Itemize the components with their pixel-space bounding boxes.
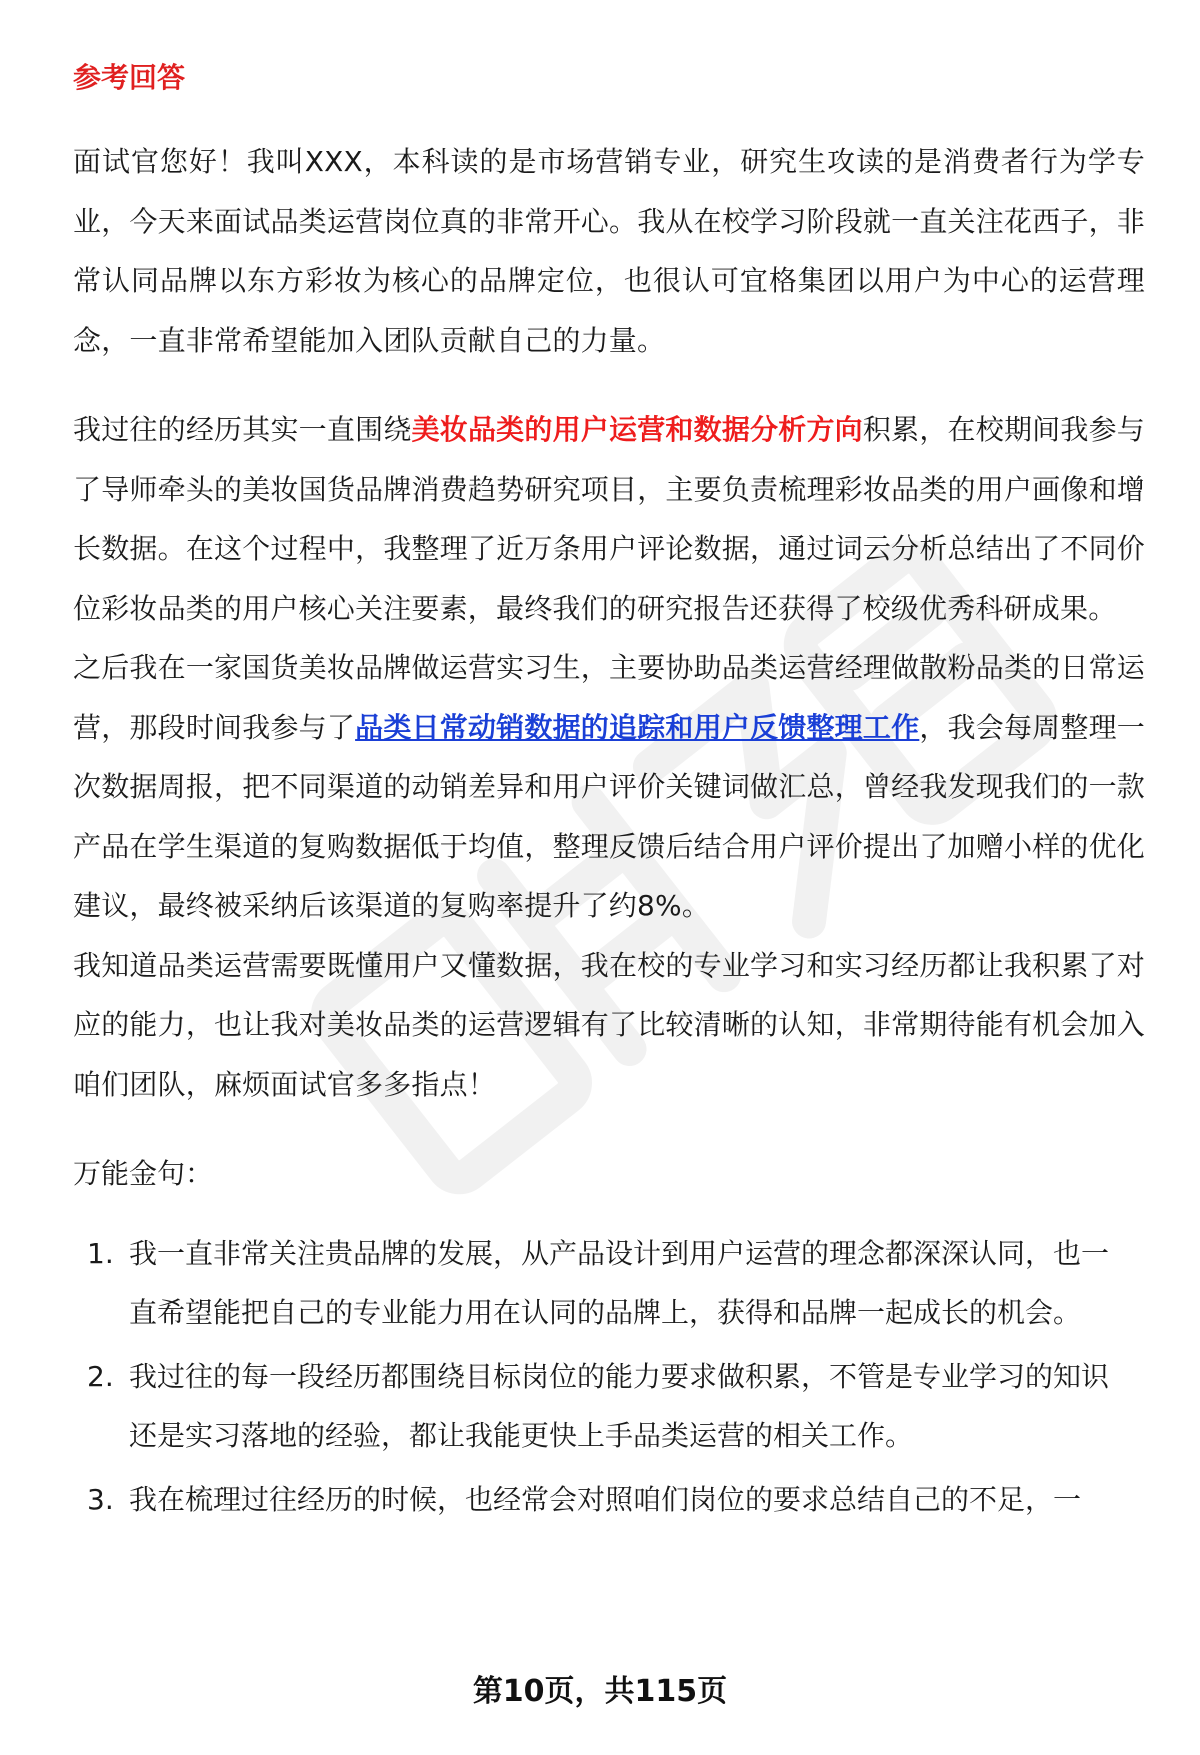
list-item: [73, 1347, 1145, 1466]
intro-paragraph: 面试官您好！我叫XXX，本科读的是市场营销专业，研究生攻读的是消费者行为学专业，今天来面试品类运营岗位真的非常开心。我从在校学习阶段就一直关注花西子，非常认同品牌以东方彩妆为核心的品牌定位，也很认可宜格集团以用户为中心的运营理念，一直非常希望能加入团队贡献自己的力量。: [73, 145, 1145, 357]
experience-paragraph-2: [73, 638, 1145, 936]
section-heading: 参考回答: [73, 61, 186, 94]
quotes-label: 万能金句：: [73, 1157, 214, 1190]
list-item-text: 我在梳理过往经历的时候，也经常会对照咱们岗位的要求总结自己的不足，一: [129, 1482, 1082, 1516]
list-item-text: 我一直非常关注贵品牌的发展，从产品设计到用户运营的理念都深深认同，也一直希望能把自己的专业能力用在认同的品牌上，获得和品牌一起成长的机会。: [129, 1236, 1110, 1329]
quotes-list: [73, 1224, 1145, 1530]
list-item-text: 我过往的每一段经历都围绕目标岗位的能力要求做积累，不管是专业学习的知识还是实习落地的经验，都让我能更快上手品类运营的相关工作。: [129, 1359, 1110, 1452]
exp1-text-before: 我过往的经历其实一直围绕: [73, 413, 412, 446]
list-item: [73, 1470, 1145, 1530]
closing-paragraph: 我知道品类运营需要既懂用户又懂数据，我在校的专业学习和实习经历都让我积累了对应的能力，也让我对美妆品类的运营逻辑有了比较清晰的认知，非常期待能有机会加入咱们团队，麻烦面试官多多指点！: [73, 948, 1145, 1101]
exp2-highlight: 品类日常动销数据的追踪和用户反馈整理工作: [355, 710, 920, 744]
paragraph-gap: [73, 1114, 1145, 1144]
list-item-number: 1.: [87, 1236, 114, 1270]
paragraph-gap: [73, 370, 1145, 400]
list-item: [73, 1224, 1145, 1343]
exp2-text-after: ，我会每周整理一次数据周报，把不同渠道的动销差异和用户评价关键词做汇总，曾经我发现我们的一款产品在学生渠道的复购数据低于均值，整理反馈后结合用户评价提出了加赠小样的优化建议，最终被采纳后该渠道的复购率提升了约8%。: [73, 710, 1145, 922]
exp1-text-after: 积累，在校期间我参与了导师牵头的美妆国货品牌消费趋势研究项目，主要负责梳理彩妆品类的用户画像和增长数据。在这个过程中，我整理了近万条用户评论数据，通过词云分析总结出了不同价位彩妆品类的用户核心关注要素，最终我们的研究报告还获得了校级优秀科研成果。: [73, 413, 1145, 625]
exp2-text-before: 之后我在一家国货美妆品牌做运营实习生，主要协助品类运营经理做散粉品类的日常运营，那段时间我参与了: [73, 651, 1145, 744]
exp1-highlight: 美妆品类的用户运营和数据分析方向: [411, 413, 863, 446]
document-page: [73, 58, 1145, 1533]
page-number-footer: 第10页，共115页: [472, 1674, 728, 1709]
list-item-number: 3.: [87, 1482, 114, 1516]
list-item-number: 2.: [87, 1359, 114, 1393]
experience-paragraph-1: [73, 400, 1145, 638]
